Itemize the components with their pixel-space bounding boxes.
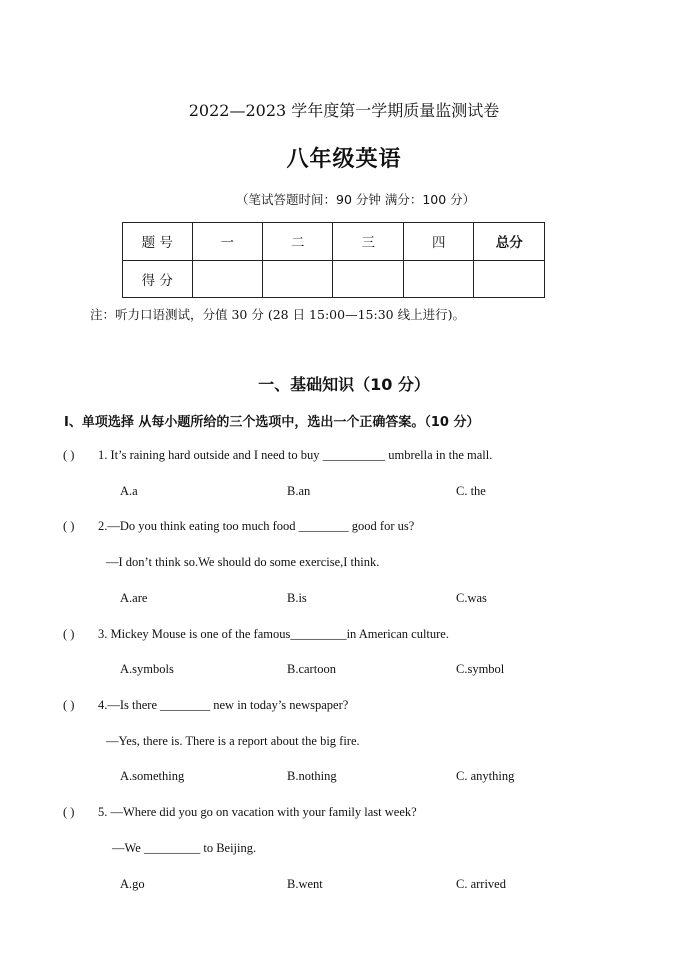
option-b: B.cartoon [287, 662, 336, 676]
subject-title: 八年级英语 [286, 146, 402, 172]
score-table-header-row [123, 223, 545, 261]
question-dialogue: —Yes, there is. There is a report about the big fire. [106, 734, 360, 748]
option-a: A.are [120, 591, 148, 605]
option-a: A.go [120, 877, 145, 891]
option-c: C.was [456, 591, 487, 605]
score-cell-part-4: 四 [403, 223, 473, 261]
option-b: B.went [287, 877, 323, 891]
option-c: C. anything [456, 769, 515, 783]
time-info: （笔试答题时间：90 分钟 满分：100 分） [236, 192, 476, 207]
option-a: A.symbols [120, 662, 174, 676]
option-c: C. the [456, 484, 486, 498]
answer-bracket: ( ) [63, 519, 75, 533]
question-dialogue: —I don’t think so.We should do some exercise,I think. [106, 555, 380, 569]
question-text: 4.—Is there ________ new in today’s newspaper? [98, 698, 349, 712]
exam-title: 2022—2023 学年度第一学期质量监测试卷 [188, 101, 500, 120]
score-cell-part-3: 三 [333, 223, 403, 261]
score-blank-3 [333, 260, 403, 298]
score-cell-label: 题 号 [123, 223, 193, 261]
option-a: A.a [120, 484, 138, 498]
score-cell-part-1: 一 [192, 223, 262, 261]
answer-bracket: ( ) [63, 698, 75, 712]
answer-bracket: ( ) [63, 448, 75, 462]
score-table-score-row [123, 260, 545, 298]
listening-note: 注：听力口语测试，分值 30 分 (28 日 15:00—15:30 线上进行)。 [90, 307, 465, 322]
question-text: 5. —Where did you go on vacation with your family last week? [98, 805, 417, 819]
option-c: C.symbol [456, 662, 505, 676]
question-text: 1. It’s raining hard outside and I need to buy __________ umbrella in the mall. [98, 448, 493, 462]
option-b: B.is [287, 591, 307, 605]
option-b: B.an [287, 484, 311, 498]
score-blank-2 [262, 260, 332, 298]
question-text: 3. Mickey Mouse is one of the famous_________in American culture. [98, 627, 449, 641]
score-blank-total [474, 260, 545, 298]
section-title: 一、基础知识（10 分） [258, 375, 430, 394]
option-c: C. arrived [456, 877, 506, 891]
score-cell-part-2: 二 [262, 223, 332, 261]
question-text: 2.—Do you think eating too much food ________ good for us? [98, 519, 415, 533]
answer-bracket: ( ) [63, 805, 75, 819]
score-row-label: 得 分 [123, 260, 193, 298]
option-a: A.something [120, 769, 185, 783]
score-table [122, 222, 545, 298]
score-cell-total: 总分 [474, 223, 545, 261]
answer-bracket: ( ) [63, 627, 75, 641]
score-blank-1 [192, 260, 262, 298]
question-dialogue: —We _________ to Beijing. [112, 841, 257, 855]
option-b: B.nothing [287, 769, 337, 783]
score-blank-4 [403, 260, 473, 298]
section-instruction: Ⅰ、单项选择 从每小题所给的三个选项中，选出一个正确答案。（10 分） [64, 415, 480, 430]
